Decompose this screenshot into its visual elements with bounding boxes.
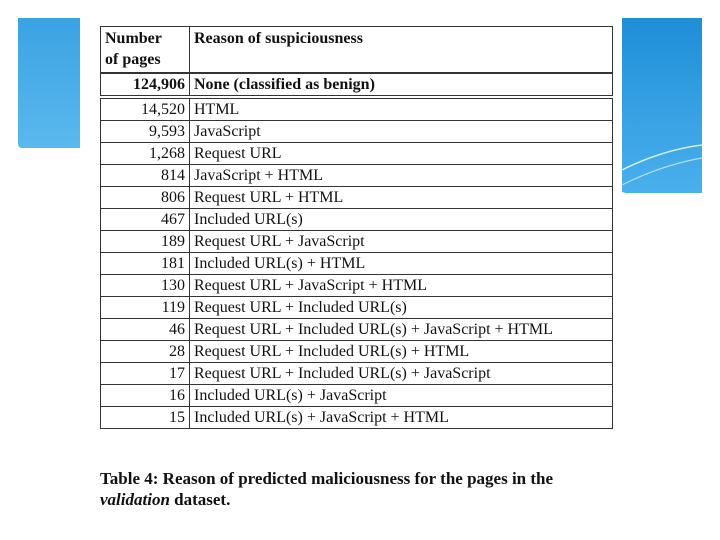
background-accent-left xyxy=(18,18,80,148)
row-reason: Request URL + Included URL(s) + HTML xyxy=(190,341,613,363)
table-row xyxy=(101,253,613,275)
header-line-2: of pages xyxy=(105,51,161,68)
row-count: 467 xyxy=(101,209,190,231)
row-count: 9,593 xyxy=(101,121,190,143)
row-reason: HTML xyxy=(190,99,613,121)
table-header xyxy=(100,26,613,73)
row-count: 814 xyxy=(101,165,190,187)
row-reason: Included URL(s) + JavaScript xyxy=(190,385,613,407)
row-count: 16 xyxy=(101,385,190,407)
row-reason: Request URL + JavaScript xyxy=(190,231,613,253)
table-row xyxy=(101,231,613,253)
table-benign-row xyxy=(100,73,613,96)
table-row xyxy=(101,121,613,143)
row-reason: Included URL(s) xyxy=(190,209,613,231)
table-body xyxy=(100,98,613,429)
table-row xyxy=(101,187,613,209)
table-row xyxy=(101,209,613,231)
background-swoosh xyxy=(622,130,702,200)
header-line-1: Number xyxy=(105,30,162,47)
row-reason: JavaScript + HTML xyxy=(190,165,613,187)
table-row xyxy=(101,385,613,407)
table-row xyxy=(101,275,613,297)
row-reason: Request URL + Included URL(s) + JavaScript + HTML xyxy=(190,319,613,341)
caption-line-2-rest: dataset. xyxy=(169,490,231,509)
row-reason: Request URL + HTML xyxy=(190,187,613,209)
row-count: 14,520 xyxy=(101,99,190,121)
row-reason: Request URL + Included URL(s) xyxy=(190,297,613,319)
table-row xyxy=(101,297,613,319)
row-count: 28 xyxy=(101,341,190,363)
table-row xyxy=(101,407,613,429)
row-reason: Request URL + JavaScript + HTML xyxy=(190,275,613,297)
caption-italic-word: validation xyxy=(100,490,170,509)
row-count: 15 xyxy=(101,407,190,429)
row-reason: Request URL xyxy=(190,143,613,165)
table-row xyxy=(101,341,613,363)
row-reason: JavaScript xyxy=(190,121,613,143)
table-row xyxy=(101,99,613,121)
table-row xyxy=(101,363,613,385)
row-count: 17 xyxy=(101,363,190,385)
row-reason: Included URL(s) + HTML xyxy=(190,253,613,275)
row-count: 130 xyxy=(101,275,190,297)
table-row xyxy=(101,319,613,341)
table-caption xyxy=(100,468,600,510)
benign-count: 124,906 xyxy=(101,74,190,96)
row-count: 1,268 xyxy=(101,143,190,165)
row-count: 46 xyxy=(101,319,190,341)
row-count: 189 xyxy=(101,231,190,253)
table-row xyxy=(101,143,613,165)
benign-reason: None (classified as benign) xyxy=(190,74,613,96)
caption-line-1: Table 4: Reason of predicted maliciousness for the pages in the xyxy=(100,469,554,488)
header-number-of-pages xyxy=(101,27,190,73)
row-reason: Included URL(s) + JavaScript + HTML xyxy=(190,407,613,429)
row-count: 181 xyxy=(101,253,190,275)
row-count: 806 xyxy=(101,187,190,209)
row-reason: Request URL + Included URL(s) + JavaScript xyxy=(190,363,613,385)
header-reason: Reason of suspiciousness xyxy=(190,27,613,73)
row-count: 119 xyxy=(101,297,190,319)
table-row xyxy=(101,165,613,187)
